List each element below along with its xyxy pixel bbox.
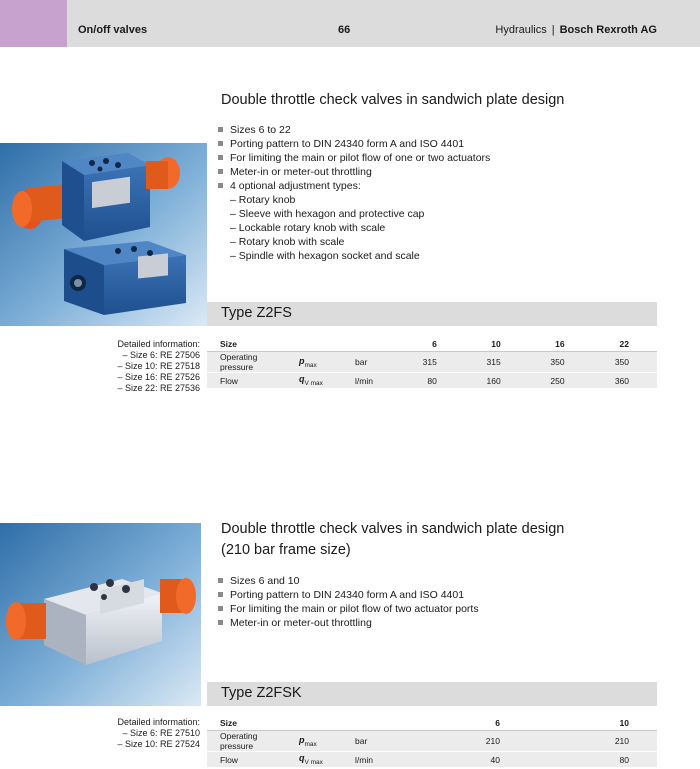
- detail-line: – Size 6: RE 27510: [122, 728, 200, 738]
- symbol-subscript: max: [304, 361, 317, 369]
- parameter-name: Operating pressure: [207, 352, 286, 373]
- parameter-symbol: [286, 752, 342, 768]
- feature-subitem: [218, 193, 490, 207]
- feature-list: [218, 123, 490, 263]
- product-title-line: (210 bar frame size): [221, 542, 351, 558]
- symbol-letter: p: [299, 734, 305, 745]
- bullet-square-icon: [218, 606, 223, 611]
- detail-line: Detailed information:: [117, 717, 200, 727]
- page-number: 66: [338, 24, 351, 36]
- bullet-square-icon: [218, 155, 223, 160]
- table-cell: 350: [528, 352, 592, 373]
- symbol-letter: q: [299, 753, 305, 764]
- table-cell: 210: [400, 731, 527, 752]
- feature-item: [218, 123, 490, 137]
- feature-subitem: [218, 249, 490, 263]
- bullet-square-icon: [218, 183, 223, 188]
- symbol-letter: p: [299, 355, 305, 366]
- table-cell: 80: [527, 752, 657, 768]
- parameter-unit: l/min: [342, 752, 400, 768]
- feature-text: – Lockable rotary knob with scale: [230, 222, 386, 234]
- parameter-symbol: [286, 373, 342, 389]
- symbol-subscript: V max: [304, 758, 323, 766]
- size-value: 22: [592, 336, 657, 352]
- size-value: 6: [400, 715, 527, 731]
- feature-text: 4 optional adjustment types:: [230, 180, 361, 192]
- size-value: 10: [464, 336, 528, 352]
- parameter-name: Flow: [207, 752, 286, 768]
- unit-header: [342, 715, 400, 731]
- unit-header: [342, 336, 400, 352]
- spec-table: [207, 336, 657, 389]
- parameter-symbol: [286, 352, 342, 373]
- feature-text: Porting pattern to DIN 24340 form A and ISO 4401: [230, 138, 465, 150]
- header-accent-block: [0, 0, 67, 47]
- table-header-row: [207, 336, 657, 352]
- feature-text: Sizes 6 to 22: [230, 124, 291, 136]
- feature-text: For limiting the main or pilot flow of one or two actuators: [230, 152, 491, 164]
- table-cell: 210: [527, 731, 657, 752]
- symbol-header: [286, 715, 342, 731]
- feature-item: [218, 179, 490, 193]
- table-row: [207, 752, 657, 768]
- detail-line: – Size 10: RE 27524: [117, 739, 200, 749]
- bullet-square-icon: [218, 141, 223, 146]
- product-title-line: Double throttle check valves in sandwich plate design: [221, 521, 565, 537]
- detail-line: Detailed information:: [117, 339, 200, 349]
- feature-item: [218, 588, 479, 602]
- size-header: Size: [207, 715, 286, 731]
- spec-table: [207, 715, 657, 768]
- product-title: [221, 519, 564, 561]
- feature-subitem: [218, 221, 490, 235]
- feature-text: Sizes 6 and 10: [230, 575, 300, 587]
- table-cell: 350: [592, 352, 657, 373]
- size-value: 16: [528, 336, 592, 352]
- symbol-subscript: max: [304, 740, 317, 748]
- feature-text: For limiting the main or pilot flow of two actuator ports: [230, 603, 479, 615]
- type-label: Type Z2FS: [221, 305, 292, 321]
- header-separator: |: [551, 24, 555, 36]
- table-cell: 80: [400, 373, 464, 389]
- symbol-header: [286, 336, 342, 352]
- table-cell: 360: [592, 373, 657, 389]
- feature-item: [218, 574, 479, 588]
- size-header: Size: [207, 336, 286, 352]
- bullet-square-icon: [218, 169, 223, 174]
- bullet-square-icon: [218, 592, 223, 597]
- table-cell: 315: [400, 352, 464, 373]
- table-cell: 160: [464, 373, 528, 389]
- detail-information: [90, 339, 200, 394]
- feature-text: – Rotary knob: [230, 194, 296, 206]
- feature-text: – Rotary knob with scale: [230, 236, 345, 248]
- table-row: [207, 373, 657, 389]
- header-brand: [495, 24, 657, 36]
- page-header: [0, 0, 700, 47]
- parameter-unit: bar: [342, 352, 400, 373]
- type-heading-bar: [207, 302, 657, 326]
- type-label: Type Z2FSK: [221, 685, 302, 701]
- detail-line: – Size 22: RE 27536: [117, 383, 200, 393]
- product-title-line: Double throttle check valves in sandwich plate design: [221, 92, 565, 108]
- company-name: Bosch Rexroth AG: [559, 24, 657, 36]
- table-row: [207, 352, 657, 373]
- feature-item: [218, 165, 490, 179]
- table-cell: 250: [528, 373, 592, 389]
- product-photo-z2fsk: [0, 523, 201, 706]
- table-cell: 40: [400, 752, 527, 768]
- feature-item: [218, 616, 479, 630]
- parameter-symbol: [286, 731, 342, 752]
- feature-item: [218, 602, 479, 616]
- bullet-square-icon: [218, 620, 223, 625]
- feature-text: Meter-in or meter-out throttling: [230, 617, 372, 629]
- detail-line: – Size 10: RE 27518: [117, 361, 200, 371]
- symbol-letter: q: [299, 374, 305, 385]
- table-cell: 315: [464, 352, 528, 373]
- parameter-name: Flow: [207, 373, 286, 389]
- product-photo-z2fs: [0, 143, 207, 326]
- parameter-unit: l/min: [342, 373, 400, 389]
- detail-line: – Size 6: RE 27506: [122, 350, 200, 360]
- size-value: 6: [400, 336, 464, 352]
- feature-item: [218, 151, 490, 165]
- feature-list: [218, 574, 479, 630]
- detail-information: [90, 717, 200, 750]
- symbol-subscript: V max: [304, 379, 323, 387]
- feature-text: – Sleeve with hexagon and protective cap: [230, 208, 425, 220]
- table-row: [207, 731, 657, 752]
- product-title: [221, 90, 564, 111]
- feature-text: Porting pattern to DIN 24340 form A and ISO 4401: [230, 589, 465, 601]
- feature-text: Meter-in or meter-out throttling: [230, 166, 372, 178]
- division-label: Hydraulics: [495, 24, 547, 36]
- parameter-unit: bar: [342, 731, 400, 752]
- feature-subitem: [218, 235, 490, 249]
- section-title: On/off valves: [78, 24, 148, 36]
- feature-item: [218, 137, 490, 151]
- feature-subitem: [218, 207, 490, 221]
- feature-text: – Spindle with hexagon socket and scale: [230, 250, 420, 262]
- detail-line: – Size 16: RE 27526: [117, 372, 200, 382]
- table-header-row: [207, 715, 657, 731]
- type-heading-bar: [207, 682, 657, 706]
- bullet-square-icon: [218, 578, 223, 583]
- parameter-name: Operating pressure: [207, 731, 286, 752]
- bullet-square-icon: [218, 127, 223, 132]
- size-value: 10: [527, 715, 657, 731]
